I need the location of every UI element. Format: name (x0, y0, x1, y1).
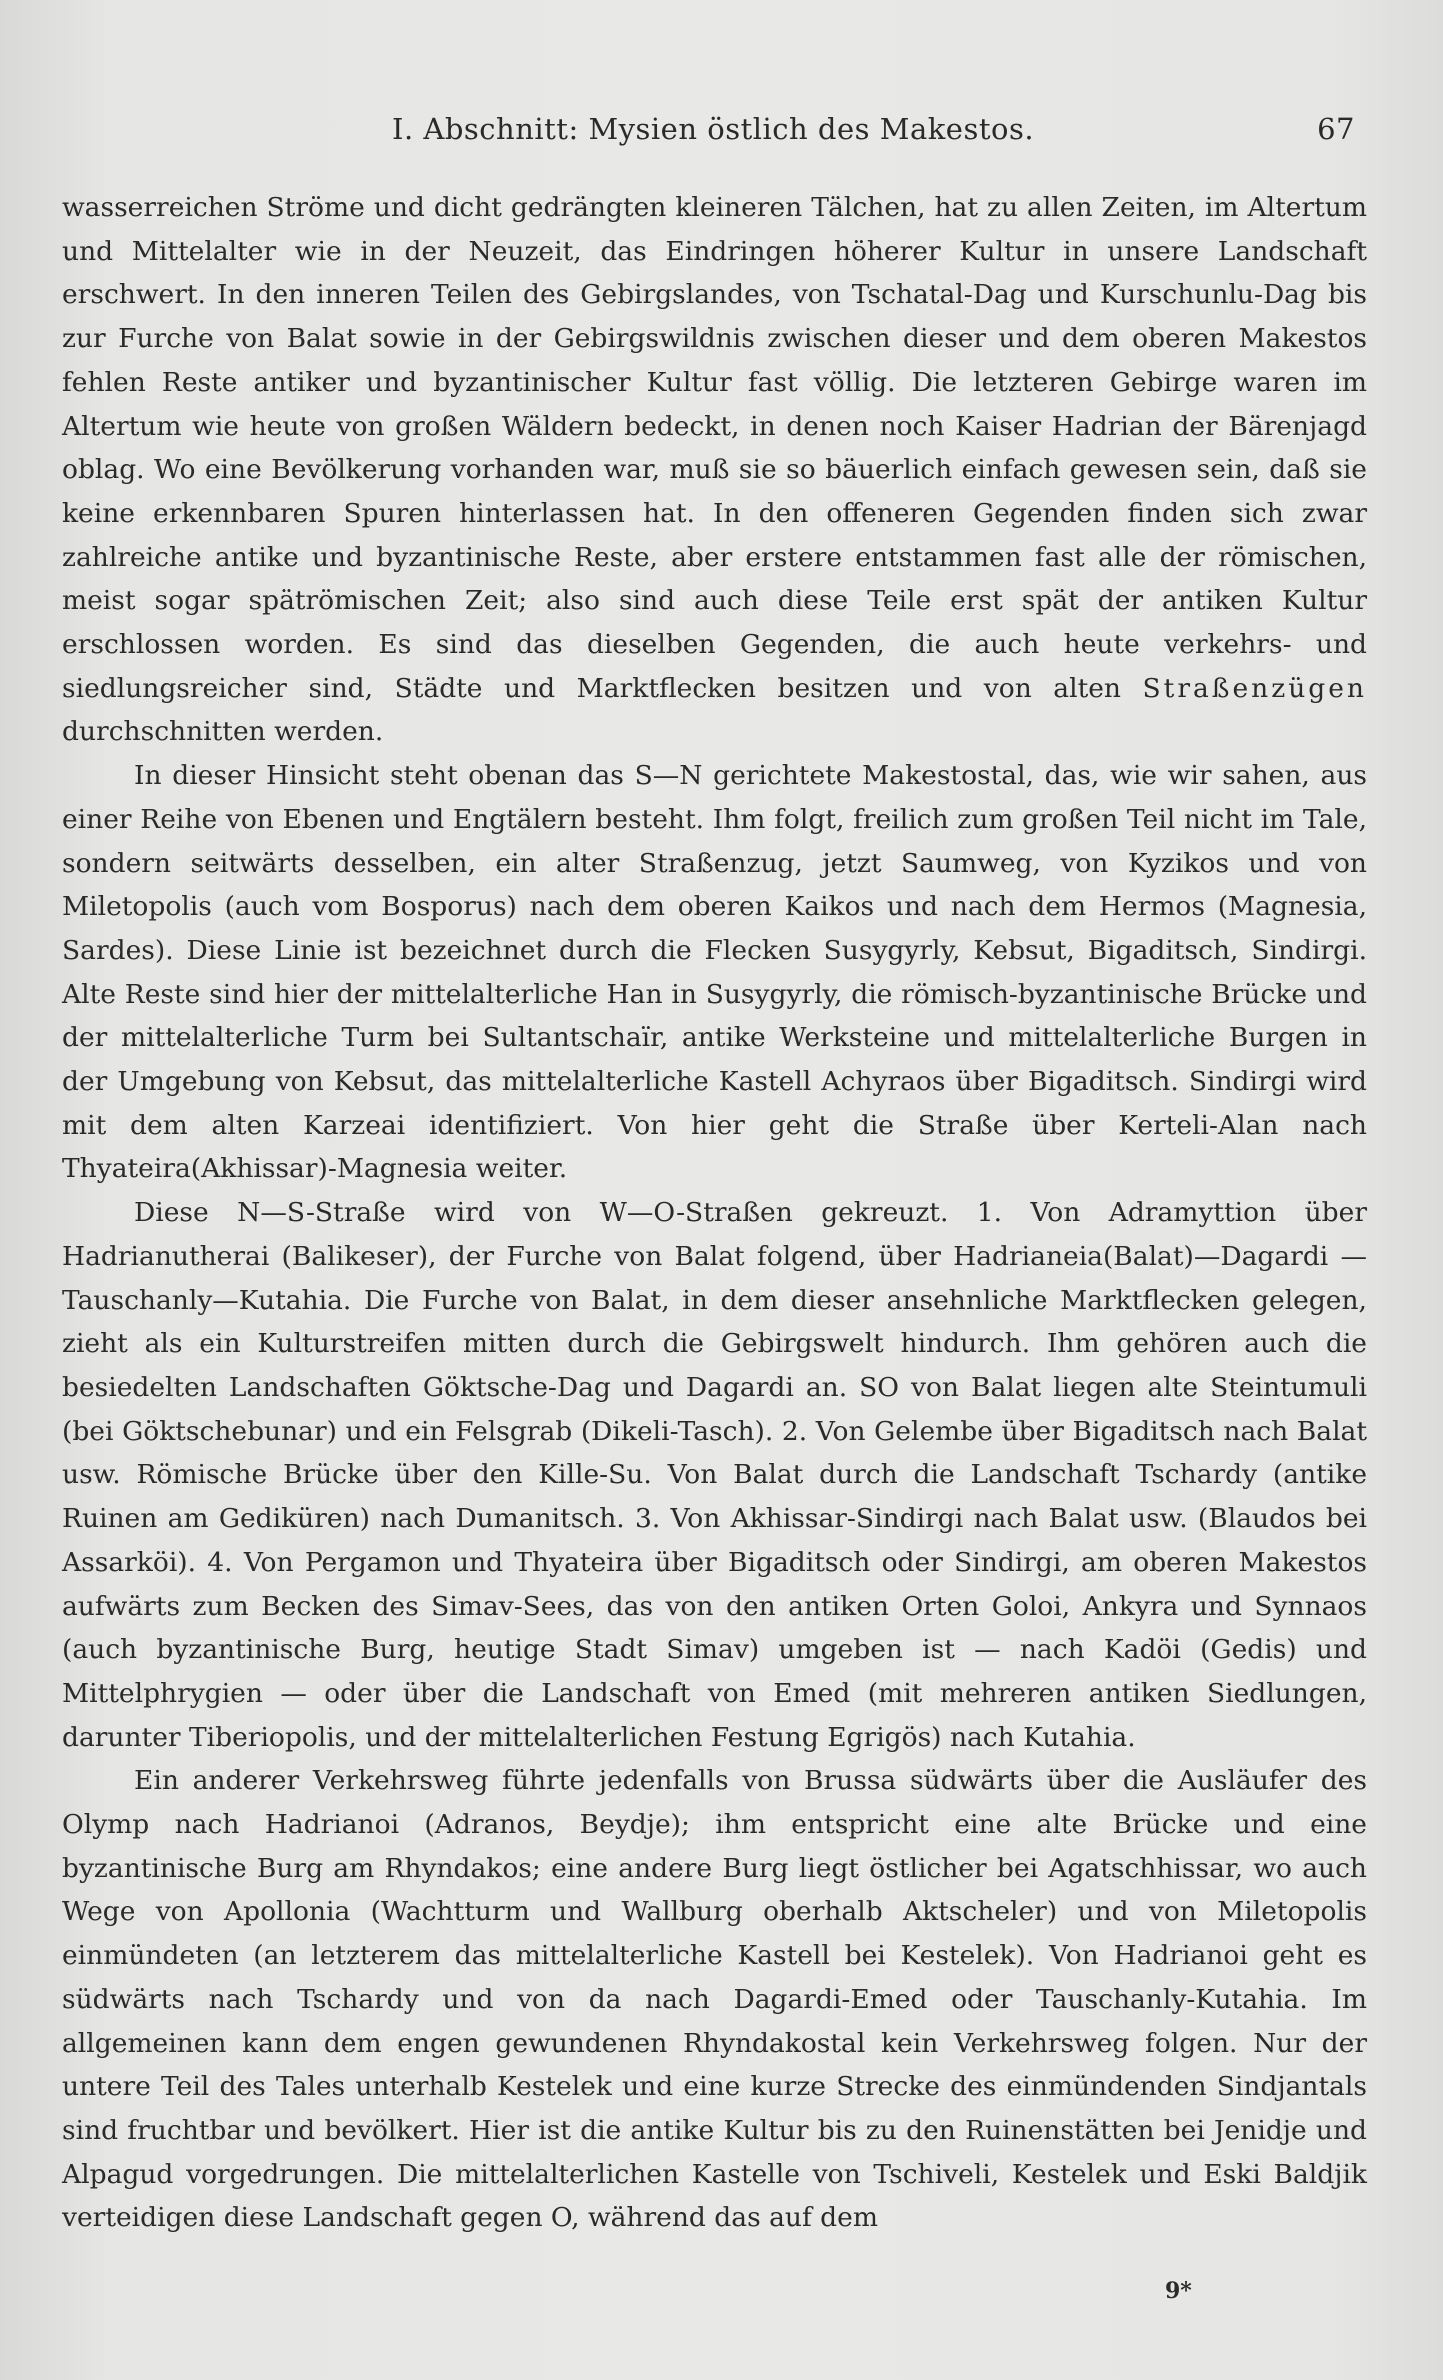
chapter-title: I. Abschnitt: Mysien östlich des Makestos. (392, 112, 1035, 146)
paragraph (62, 1759, 1367, 2240)
text-run: Diese N—S-Straße wird von W—O-Straßen gekreuzt. 1. Von Adramyttion über Hadrianutherai (Balikeser), der Furche von Balat folgend, über Hadrianeia(Balat)—Dagardi —Tauschanly—Kutahia. Die Furche von Balat, in dem dieser ansehnliche Marktflecken gelegen, zieht als ein Kulturstreifen mitten durch die Gebirgswelt hindurch. Ihm gehören auch die besiedelten Landschaften Göktsche-Dag und Dagardi an. SO von Balat liegen alte Steintumuli (bei Göktschebunar) und ein Felsgrab (Dikeli-Tasch). 2. Von Gelembe über Bigaditsch nach Balat usw. Römische Brücke über den Kille-Su. Von Balat durch die Landschaft Tschardy (antike Ruinen am Gediküren) nach Dumanitsch. 3. Von Akhissar-Sindirgi nach Balat usw. (Blaudos bei Assarköi). 4. Von Pergamon und Thyateira über Bigaditsch oder Sindirgi, am oberen Makestos aufwärts zum Becken des Simav-Sees, das von den antiken Orten Goloi, Ankyra und Synnaos (auch byzantinische Burg, heutige Stadt Simav) umgeben ist — nach Kadöi (Gedis) und Mittelphrygien — oder über die Landschaft von Emed (mit mehreren antiken Siedlungen, darunter Tiberiopolis, und der mittelalterlichen Festung Egrigös) nach Kutahia. (62, 1197, 1367, 1753)
page-number: 67 (1317, 112, 1355, 146)
paragraph (62, 186, 1367, 754)
printer-signature-mark: 9* (1165, 2278, 1192, 2304)
text-run: durchschnitten werden. (62, 716, 384, 748)
body-text (62, 186, 1367, 2240)
text-run: wasserreichen Ströme und dicht gedrängten kleineren Tälchen, hat zu allen Zeiten, im Altertum und Mittelalter wie in der Neuzeit, das Eindringen höherer Kultur in unsere Landschaft erschwert. In den inneren Teilen des Gebirgslandes, von Tschatal-Dag und Kurschunlu-Dag bis zur Furche von Balat sowie in der Gebirgswildnis zwischen dieser und dem oberen Makestos fehlen Reste antiker und byzantinischer Kultur fast völlig. Die letzteren Gebirge waren im Altertum wie heute von großen Wäldern bedeckt, in denen noch Kaiser Hadrian der Bärenjagd oblag. Wo eine Bevölkerung vorhanden war, muß sie so bäuerlich einfach gewesen sein, daß sie keine erkennbaren Spuren hinterlassen hat. In den offeneren Gegenden finden sich zwar zahlreiche antike und byzantinische Reste, aber erstere entstammen fast alle der römischen, meist sogar spätrömischen Zeit; also sind auch diese Teile erst spät der antiken Kultur erschlossen worden. Es sind das dieselben Gegenden, die auch heute verkehrs- und siedlungsreicher sind, Städte und Marktflecken besitzen und von alten (62, 192, 1367, 704)
paragraph (62, 754, 1367, 1191)
paragraph (62, 1191, 1367, 1759)
text-run: In dieser Hinsicht steht obenan das S—N gerichtete Makestostal, das, wie wir sahen, aus einer Reihe von Ebenen und Engtälern besteht. Ihm folgt, freilich zum großen Teil nicht im Tale, sondern seitwärts desselben, ein alter Straßenzug, jetzt Saumweg, von Kyzikos und von Miletopolis (auch vom Bosporus) nach dem oberen Kaikos und nach dem Hermos (Magnesia, Sardes). Diese Linie ist bezeichnet durch die Flecken Susygyrly, Kebsut, Bigaditsch, Sindirgi. Alte Reste sind hier der mittelalterliche Han in Susygyrly, die römisch-byzantinische Brücke und der mittelalterliche Turm bei Sultantschaïr, antike Werksteine und mittelalterliche Burgen in der Umgebung von Kebsut, das mittelalterliche Kastell Achyraos über Bigaditsch. Sindirgi wird mit dem alten Karzeai identifiziert. Von hier geht die Straße über Kerteli-Alan nach Thyateira(Akhissar)-Magnesia weiter. (62, 760, 1367, 1185)
spaced-emphasis: Straßenzügen (1142, 672, 1367, 704)
text-run: Ein anderer Verkehrsweg führte jedenfalls von Brussa südwärts über die Ausläufer des Olymp nach Hadrianoi (Adranos, Beydje); ihm entspricht eine alte Brücke und eine byzantinische Burg am Rhyndakos; eine andere Burg liegt östlicher bei Agatschhissar, wo auch Wege von Apollonia (Wachtturm und Wallburg oberhalb Aktscheler) und von Miletopolis einmündeten (an letzterem das mittelalterliche Kastell bei Kestelek). Von Hadrianoi geht es südwärts nach Tschardy und von da nach Dagardi-Emed oder Tauschanly-Kutahia. Im allgemeinen kann dem engen gewundenen Rhyndakostal kein Verkehrsweg folgen. Nur der untere Teil des Tales unterhalb Kestelek und eine kurze Strecke des einmündenden Sindjantals sind fruchtbar und bevölkert. Hier ist die antike Kultur bis zu den Ruinenstätten bei Jenidje und Alpagud vorgedrungen. Die mittelalterlichen Kastelle von Tschiveli, Kestelek und Eski Baldjik verteidigen diese Landschaft gegen O, während das auf dem (62, 1765, 1367, 2234)
running-header (62, 112, 1355, 156)
